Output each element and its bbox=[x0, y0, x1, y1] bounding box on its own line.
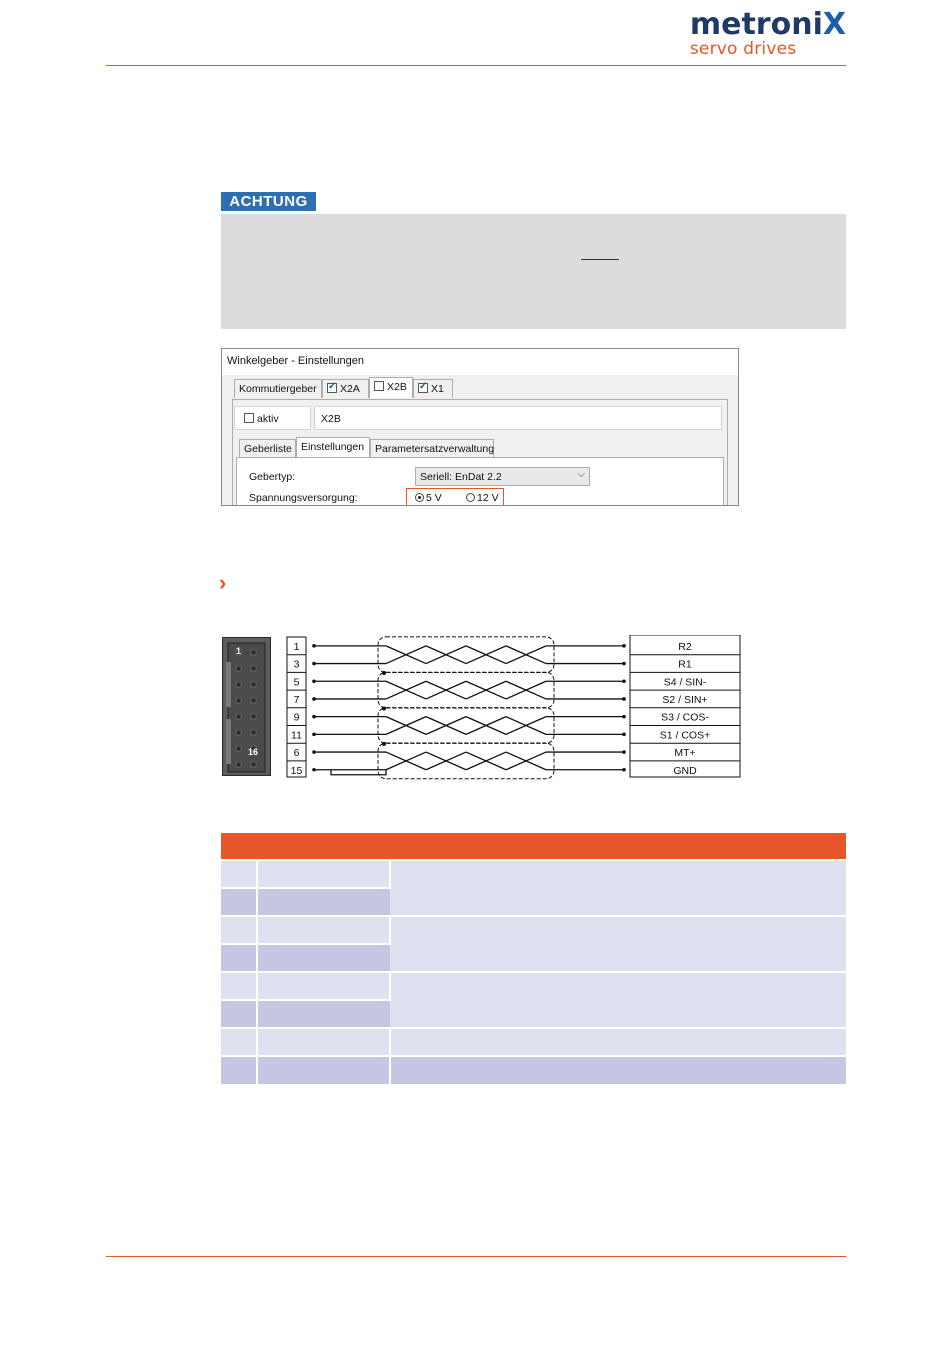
aktiv-checkbox[interactable] bbox=[244, 413, 254, 423]
signal-label: MT+ bbox=[674, 747, 696, 760]
gebertyp-value: Seriell: EnDat 2.2 bbox=[420, 471, 502, 483]
pin-number: 7 bbox=[293, 693, 300, 706]
pin bbox=[251, 714, 256, 719]
pin-number: 9 bbox=[293, 711, 300, 724]
port-name-field: X2B bbox=[314, 406, 722, 430]
pin bbox=[251, 682, 256, 687]
pin bbox=[236, 714, 241, 719]
table-cell bbox=[221, 860, 257, 888]
pin-number: 15 bbox=[290, 764, 303, 777]
chevron-right-icon: › bbox=[219, 570, 227, 595]
table-row bbox=[221, 916, 846, 944]
table-row bbox=[221, 860, 846, 888]
table-cell bbox=[257, 944, 390, 972]
table-cell bbox=[257, 1000, 390, 1028]
connector-pins bbox=[222, 637, 272, 778]
pin bbox=[251, 650, 256, 655]
voltage-radio-group bbox=[406, 488, 504, 506]
tab-einstellungen[interactable]: Einstellungen bbox=[296, 437, 370, 458]
table-cell bbox=[257, 972, 390, 1000]
pin bbox=[236, 730, 241, 735]
table-cell bbox=[221, 1000, 257, 1028]
header-rule bbox=[106, 65, 846, 66]
pin-number: 1 bbox=[293, 640, 300, 653]
warning-box bbox=[221, 214, 846, 329]
connector-frame bbox=[228, 643, 265, 772]
table-row bbox=[221, 1056, 846, 1084]
logo-brand: metroniX bbox=[689, 7, 846, 42]
logo-subtitle: servo drives bbox=[689, 39, 797, 59]
table-cell bbox=[221, 888, 257, 916]
header-pin bbox=[221, 833, 257, 860]
table-cell bbox=[390, 1028, 846, 1056]
pin-label-last: 16 bbox=[248, 747, 259, 757]
table-header bbox=[221, 833, 846, 860]
tab-x2b[interactable]: X2B bbox=[369, 377, 413, 398]
table-cell bbox=[390, 972, 846, 1028]
gebertyp-select[interactable] bbox=[415, 467, 590, 486]
metronix-logo bbox=[690, 8, 846, 58]
signal-label: S1 / COS+ bbox=[659, 729, 711, 742]
pin-number: 5 bbox=[293, 676, 300, 689]
table-cell bbox=[257, 888, 390, 916]
wiring-diagram bbox=[286, 635, 742, 781]
tab-parametersatzverwaltung[interactable]: Parametersatzverwaltung bbox=[370, 439, 494, 458]
x2a-checkbox[interactable] bbox=[327, 383, 337, 393]
table-cell bbox=[257, 1056, 390, 1084]
tab-geberliste[interactable]: Geberliste bbox=[239, 439, 296, 458]
signal-label: R2 bbox=[678, 640, 692, 653]
signal-label: R1 bbox=[678, 658, 692, 671]
pin bbox=[236, 746, 241, 751]
dialog-title: Winkelgeber - Einstellungen bbox=[222, 349, 738, 375]
pin bbox=[236, 762, 241, 767]
spannung-label: Spannungsversorgung: bbox=[249, 492, 358, 504]
table-cell bbox=[390, 860, 846, 916]
signal-label: S3 / COS- bbox=[661, 711, 709, 724]
table-cell bbox=[221, 916, 257, 944]
signal-label: S4 / SIN- bbox=[663, 676, 707, 689]
header-description bbox=[390, 833, 846, 860]
warning-underline bbox=[581, 259, 619, 260]
table-row bbox=[221, 972, 846, 1000]
table-cell bbox=[221, 944, 257, 972]
pin bbox=[251, 666, 256, 671]
table-cell bbox=[221, 1056, 257, 1084]
radio-5v-dot[interactable] bbox=[415, 493, 424, 502]
header-signal bbox=[257, 833, 390, 860]
connector-key-top bbox=[226, 662, 231, 707]
tab-x2a[interactable]: ✓ X2A bbox=[322, 379, 369, 398]
table-cell bbox=[257, 860, 390, 888]
table-cell bbox=[221, 972, 257, 1000]
pin bbox=[236, 666, 241, 671]
table-cell bbox=[257, 1028, 390, 1056]
pin bbox=[236, 698, 241, 703]
chevron-down-icon: ⌵ bbox=[577, 469, 585, 480]
table-cell bbox=[390, 1056, 846, 1084]
table-row bbox=[221, 1028, 846, 1056]
pin bbox=[236, 682, 241, 687]
table-cell bbox=[221, 1028, 257, 1056]
radio-12v[interactable]: 12 V bbox=[466, 492, 499, 504]
encoder-settings-dialog bbox=[221, 348, 739, 506]
tab-x1[interactable]: ✓ X1 bbox=[413, 379, 453, 398]
pin bbox=[251, 730, 256, 735]
x1-checkbox[interactable] bbox=[418, 383, 428, 393]
aktiv-field[interactable]: aktiv bbox=[234, 406, 311, 430]
table-cell bbox=[257, 916, 390, 944]
table-cell bbox=[390, 916, 846, 972]
warning-label: ACHTUNG bbox=[221, 192, 316, 211]
pin-number: 3 bbox=[293, 658, 300, 671]
footer-rule bbox=[106, 1256, 846, 1257]
tab-kommutiergeber[interactable]: Kommutiergeber bbox=[234, 379, 322, 398]
connector-key-bottom bbox=[226, 719, 231, 764]
radio-12v-dot[interactable] bbox=[466, 493, 475, 502]
x2b-checkbox[interactable] bbox=[374, 381, 384, 391]
pinout-table bbox=[221, 833, 846, 1084]
pin-number: 6 bbox=[293, 747, 300, 760]
pin-label-first: 1 bbox=[236, 646, 242, 656]
signal-label: S2 / SIN+ bbox=[662, 693, 708, 706]
pin bbox=[251, 698, 256, 703]
radio-5v[interactable]: 5 V bbox=[415, 492, 442, 504]
gebertyp-label: Gebertyp: bbox=[249, 471, 296, 483]
pin-number: 11 bbox=[291, 729, 302, 742]
signal-label: GND bbox=[673, 764, 697, 777]
pin bbox=[251, 762, 256, 767]
